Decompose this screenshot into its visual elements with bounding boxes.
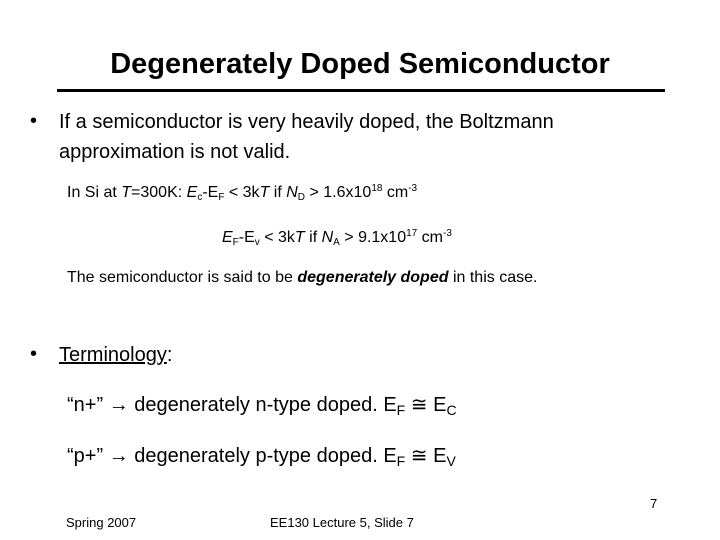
bullet-marker: • [30, 343, 38, 365]
footer-date: Spring 2007 [66, 515, 137, 530]
page-number: 7 [650, 496, 658, 511]
title-underline [57, 89, 665, 92]
bullet-marker: • [30, 110, 38, 132]
bullet-1-line-2: approximation is not valid. [59, 141, 291, 163]
condition-2: $E_F-E_v < 3kT$ if $N_A > 9.1x10^{17}$ $cm^{-3}$ [222, 228, 452, 248]
term-n-plus: “n+” → degenerately n-type doped. $E_F$ ≅ $E_C$ [67, 394, 457, 418]
footer-lecture: EE130 Lecture 5, Slide 7 [270, 515, 414, 530]
bullet-2-terminology: Terminology: [59, 344, 173, 366]
right-arrow-icon: → [108, 394, 129, 416]
slide-title: Degenerately Doped Semiconductor [110, 48, 610, 80]
right-arrow-icon: → [108, 445, 129, 467]
degenerate-sentence: The semiconductor is said to be degenerately doped in this case. [67, 269, 538, 286]
condition-1: In Si at T=300K: $E_c-E_F < 3kT$ if $N_D > 1.6x10^{18}$ $cm^{-3}$ [67, 183, 418, 203]
bullet-1-line-1: If a semiconductor is very heavily doped, the Boltzmann [59, 111, 554, 133]
term-p-plus: “p+” → degenerately p-type doped. $E_F$ ≅ $E_V$ [67, 445, 456, 469]
